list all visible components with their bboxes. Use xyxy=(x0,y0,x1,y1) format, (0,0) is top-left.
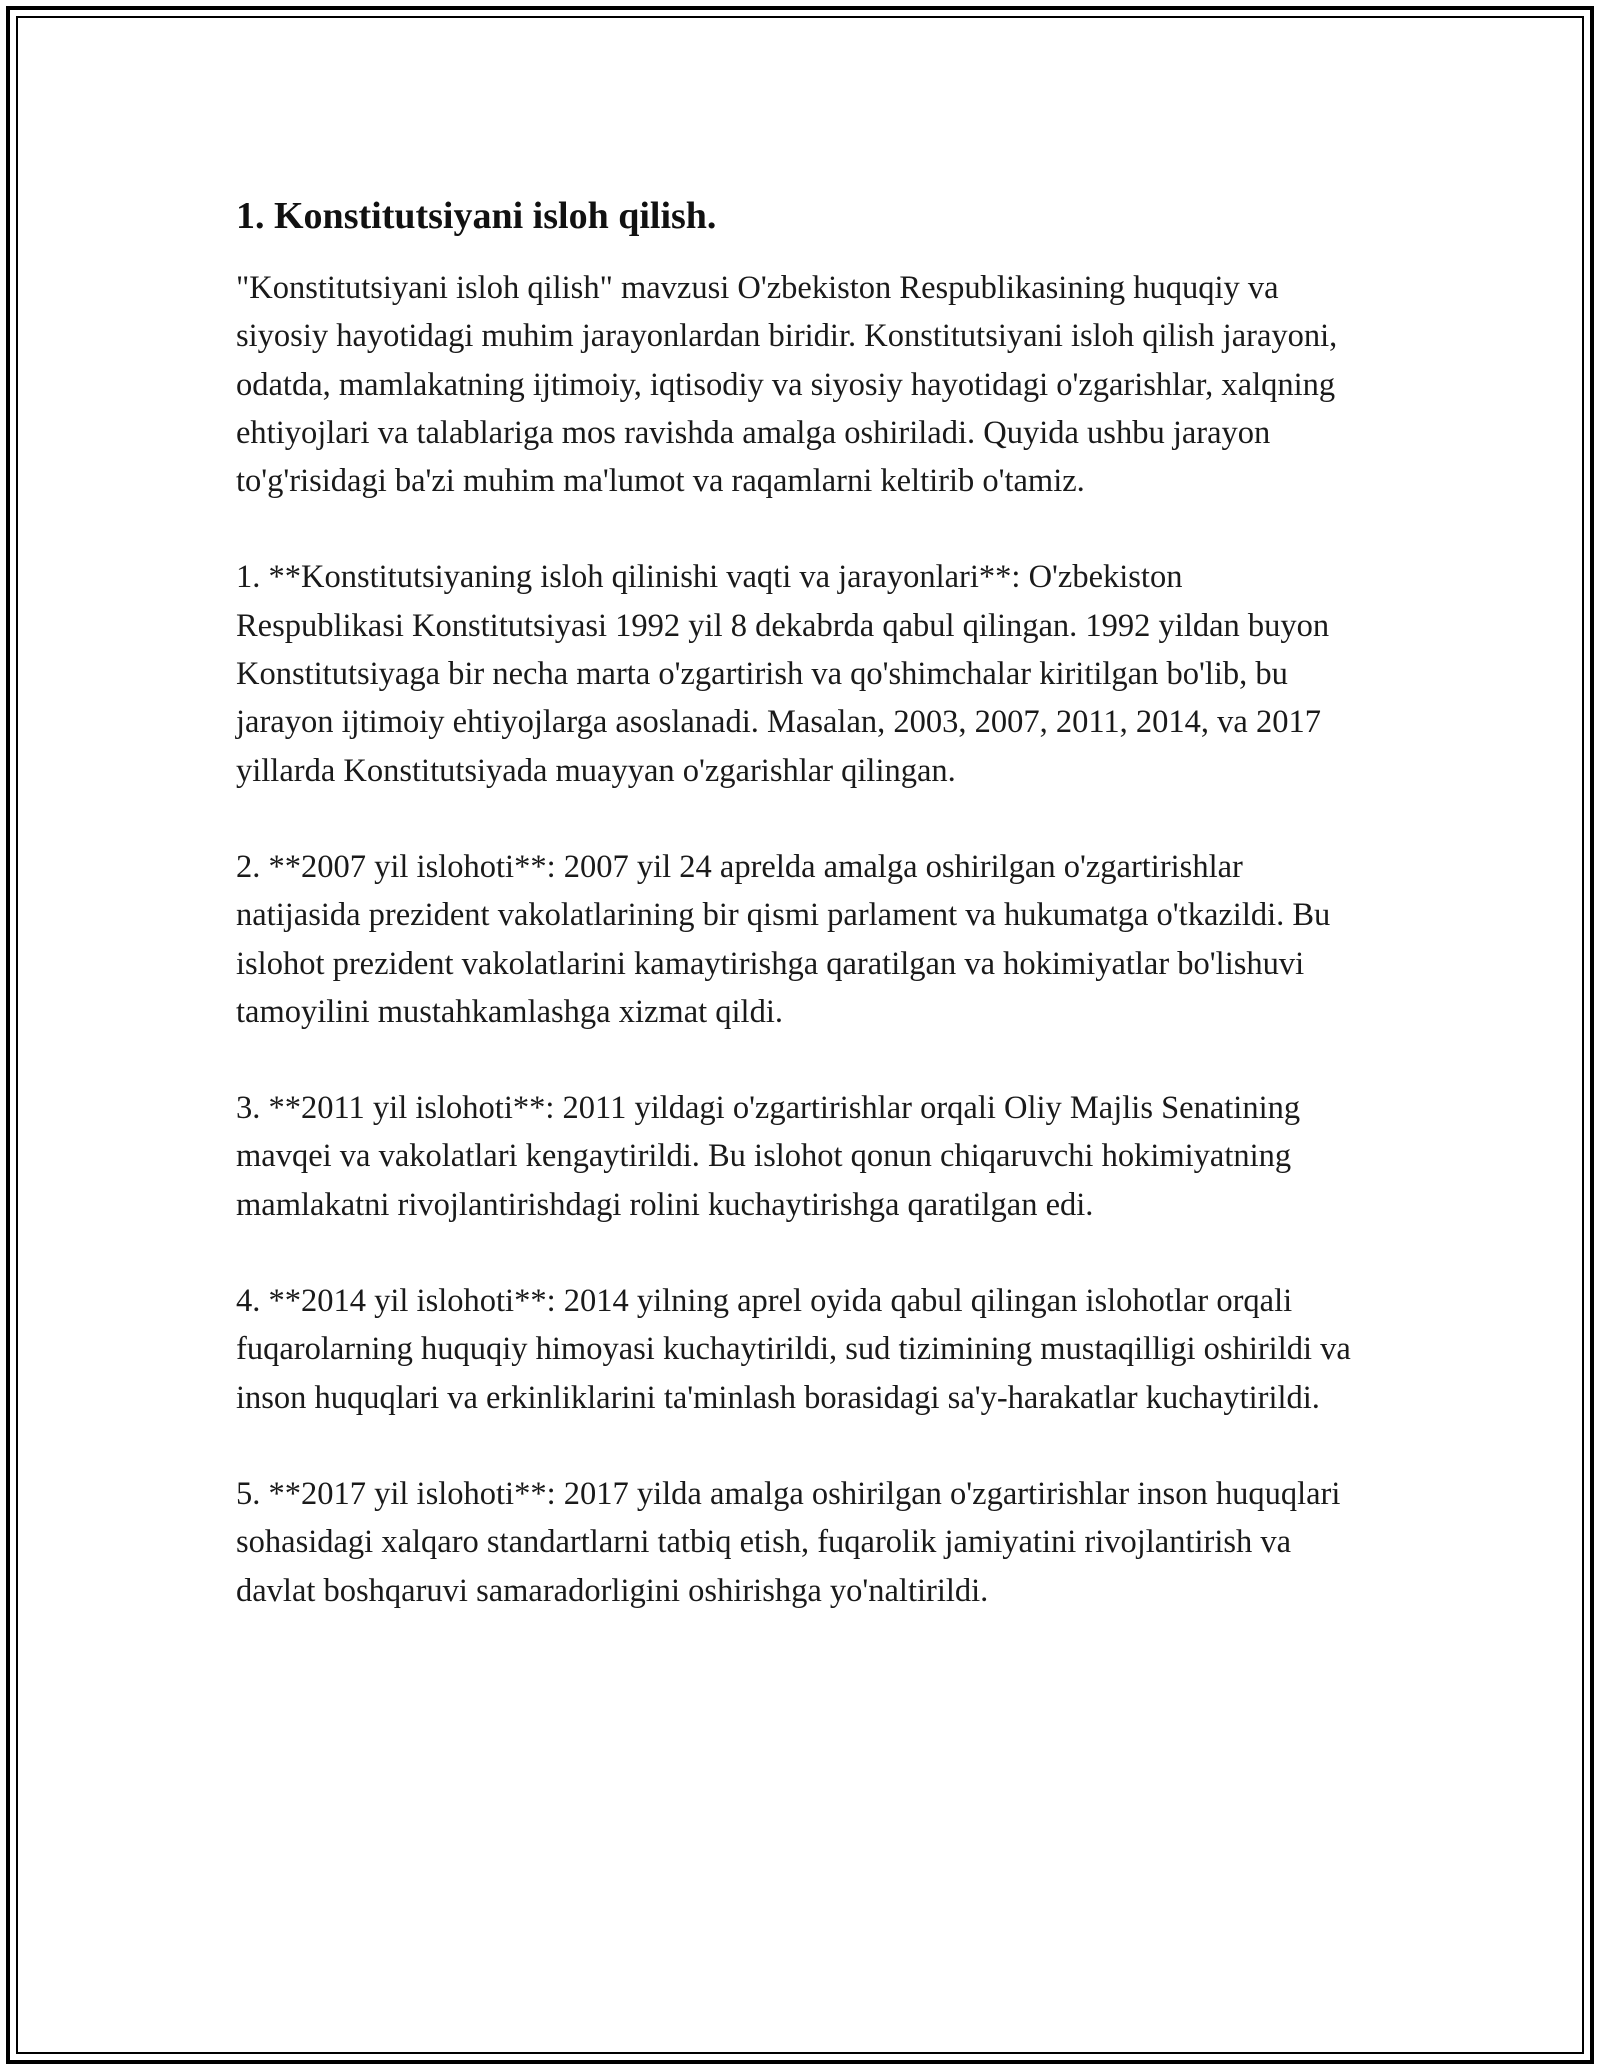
item-2-paragraph: 2. **2007 yil islohoti**: 2007 yil 24 aprelda amalga oshirilgan o'zgartirishlar natijasida prezident vakolatlarining bir qismi parlament va hukumatga o'tkazildi. Bu islohot prezident vakolatlarini kamaytirishga qaratilgan va hokimiyatlar bo'lishuvi tamoyilini mustahkamlashga xizmat qildi. xyxy=(236,848,1331,1030)
intro-paragraph: "Konstitutsiyani isloh qilish" mavzusi O'zbekiston Respublikasining huquqiy va siyosiy hayotidagi muhim jarayonlardan biridir. Konstitutsiyani isloh qilish jarayoni, odatda, mamlakatning ijtimoiy, iqtisodiy va siyosiy hayotidagi o'zgarishlar, xalqning ehtiyojlari va talablariga mos ravishda amalga oshiriladi. Quyida ushbu jarayon to'g'risidagi ba'zi muhim ma'lumot va raqamlarni keltirib o'tamiz. xyxy=(236,270,1338,500)
item-4-paragraph: 4. **2014 yil islohoti**: 2014 yilning aprel oyida qabul qilingan islohotlar orqali fuqarolarning huquqiy himoyasi kuchaytirildi, sud tizimining mustaqilligi oshirildi va inson huquqlari va erkinliklarini ta'minlash borasidagi sa'y-harakatlar kuchaytirildi. xyxy=(236,1283,1351,1416)
item-3-paragraph: 3. **2011 yil islohoti**: 2011 yildagi o'zgartirishlar orqali Oliy Majlis Senatining mavqei va vakolatlari kengaytirildi. Bu islohot qonun chiqaruvchi hokimiyatning mamlakatni rivojlantirishdagi rolini kuchaytirishga qaratilgan edi. xyxy=(236,1090,1301,1223)
section-heading: 1. Konstitutsiyani isloh qilish. xyxy=(236,195,717,237)
item-5-paragraph: 5. **2017 yil islohoti**: 2017 yilda amalga oshirilgan o'zgartirishlar inson huquqlari sohasidagi xalqaro standartlarni tatbiq etish, fuqarolik jamiyatini rivojlantirish va davlat boshqaruvi samaradorligini oshirishga yo'naltirildi. xyxy=(236,1475,1341,1609)
item-1-paragraph: 1. **Konstitutsiyaning isloh qilinishi vaqti va jarayonlari**: O'zbekiston Respublikasi Konstitutsiyasi 1992 yil 8 dekabrda qabul qilingan. 1992 yildan buyon Konstitutsiyaga bir necha marta o'zgartirish va qo'shimchalar kiritilgan bo'lib, bu jarayon ijtimoiy ehtiyojlarga asoslanadi. Masalan, 2003, 2007, 2011, 2014, va 2017 yillarda Konstitutsiyada muayyan o'zgarishlar qilingan. xyxy=(236,559,1330,789)
document-body xyxy=(236,186,1356,1615)
